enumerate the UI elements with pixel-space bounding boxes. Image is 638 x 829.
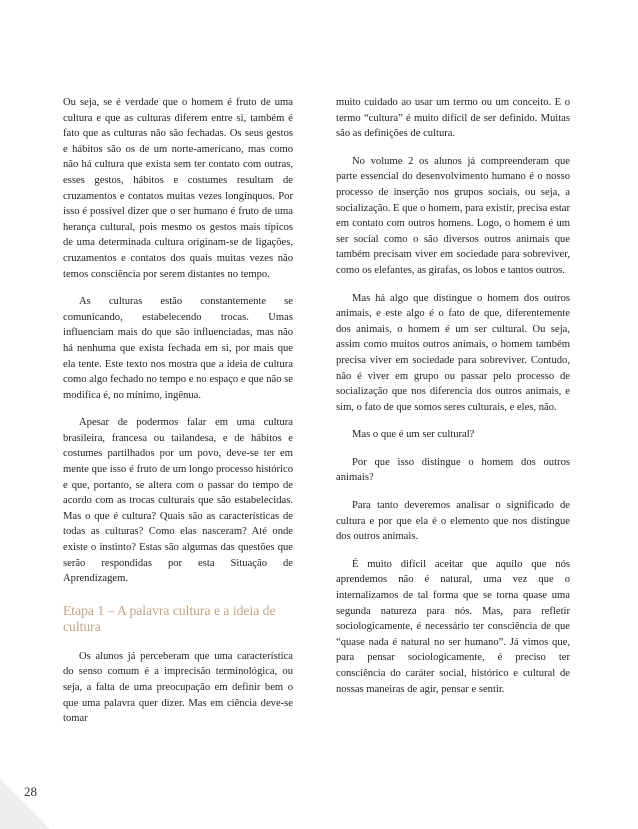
right-paragraph-4: É muito difícil aceitar que aquilo que nós aprendemos não é natural, uma vez que o internalizamos de tal forma que se torna quase uma segunda natureza para nós. Mas, para refletir sociologicamente, é necessário ter consciência de que “quase nada é natural no ser humano”. Já vimos que, para pensar sociologicamente, é preciso ter consciência do caráter social, histórico e cultural de nossas maneiras de agir, pensar e sentir.	[336, 558, 570, 695]
left-paragraph-2: As culturas estão constantemente se comunicando, estabelecendo trocas. Umas influenciam mais do que são influenciadas, mas não há nenhuma que exista fechada em si, por mais que ela tente. Este texto nos mostra que a ideia de cultura como algo fechado no tempo e no espaço e que não se modifica é, no mínimo, ingênua.	[63, 296, 293, 401]
left-column	[63, 95, 293, 739]
right-paragraph-continued: muito cuidado ao usar um termo ou um conceito. E o termo “cultura” é muito difícil de ser definido. Muitas são as definições de cultura.	[336, 97, 570, 140]
left-paragraph-3: Apesar de podermos falar em uma cultura brasileira, francesa ou tailandesa, e de hábitos e costumes partilhados por um povo, deve-se ter em mente que isso é fruto de um longo processo histórico e que, portanto, se altera com o passar do tempo de acordo com as trocas culturais que são estabelecidas. Mas o que é cultura? Quais são as características de todas as culturas? Como elas nasceram? Até onde existe o instinto? Estas são algumas das questões que serão respondidas por esta Situação de Aprendizagem.	[63, 417, 293, 585]
right-column	[336, 95, 570, 709]
section-paragraph: Os alunos já perceberam que uma característica do senso comum é a imprecisão terminológica, ou seja, a falta de uma preocupação em definir bem o que uma palavra quer dizer. Mas em ciência deve-se tomar	[63, 650, 293, 725]
right-paragraph-2: Mas há algo que distingue o homem dos outros animais, e este algo é o fato de que, diferentemente dos animais, o homem é um ser cultural. Ou seja, assim como muitos outros animais, o homem também precisa viver em sociedade para sobreviver. Contudo, não é viver em grupo ou passar pelo processo de socialização que nos diferencia dos outros animais, e sim, o fato de que somos seres culturais, e eles, não.	[336, 292, 570, 413]
section-heading: Etapa 1 – A palavra cultura e a ideia de cultura	[63, 602, 276, 634]
right-paragraph-1: No volume 2 os alunos já compreenderam que parte essencial do desenvolvimento humano é o nosso processo de inserção nos grupos sociais, ou seja, a socialização. E que o homem, para existir, precisa estar em contato com outros homens. Logo, o homem é um ser social como o são diversos outros animais que também precisam viver em sociedade para sobreviver, como os elefantes, as girafas, os lobos e tantos outros.	[336, 155, 571, 276]
right-question-1: Mas o que é um ser cultural?	[352, 429, 475, 441]
left-paragraph-1: Ou seja, se é verdade que o homem é fruto de uma cultura e que as culturas diferem entre si, também é fato que as culturas não são fechadas. Os seus gestos e hábitos são os de um norte-americano, mas como não há cultura que exista sem ter contato com outras, esses gestos, hábitos e costumes resultam de cruzamentos e contatos muitas vezes longínquos. Por isso é possível dizer que o ser humano é fruto de uma herança cultural, pois mesmo os gestos mais típicos de uma determinada cultura originam-se de ligações, cruzamentos e contatos dos quais muitas vezes não temos consciência por serem distantes no tempo.	[63, 97, 293, 280]
page-number: 28	[24, 784, 37, 799]
right-question-2: Por que isso distingue o homem dos outros animais?	[336, 456, 570, 484]
right-paragraph-3: Para tanto deveremos analisar o significado de cultura e por que ela é o elemento que nos distingue dos outros animais.	[336, 500, 570, 543]
